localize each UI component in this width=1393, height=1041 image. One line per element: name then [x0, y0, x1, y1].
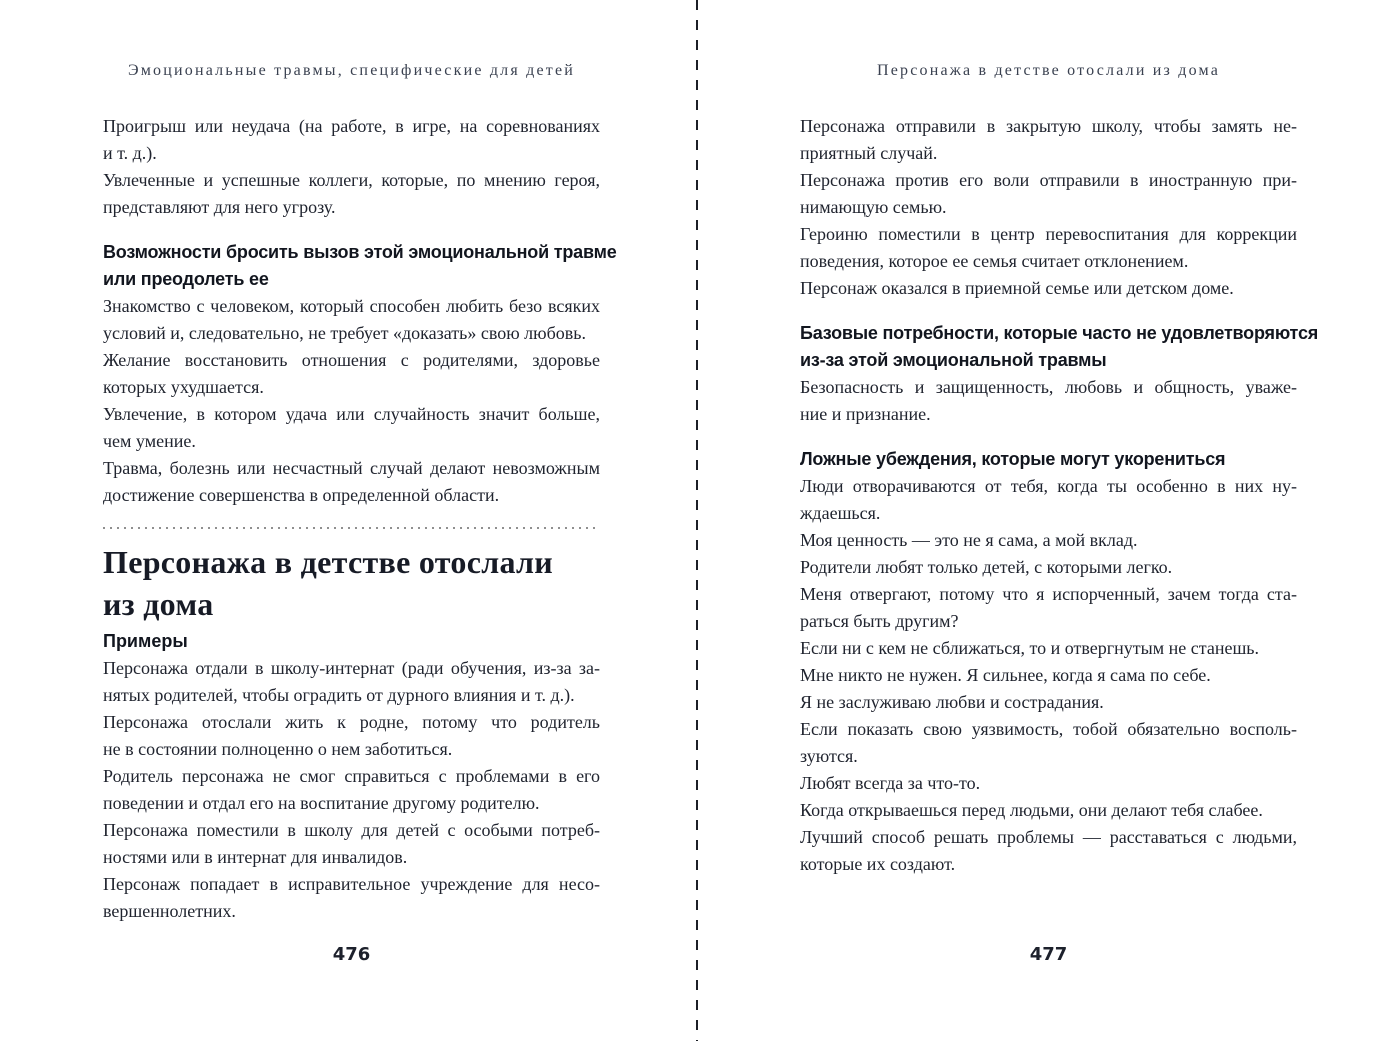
paragraph: [800, 221, 1297, 275]
paragraph: [800, 374, 1297, 428]
text-line: Персонажа против его воли отправили в иностранную при-: [800, 170, 1297, 190]
text-line: Желание восстановить отношения с родителями, здоровье: [103, 350, 600, 370]
paragraph: [800, 275, 1297, 302]
text-line: Увлечение, в котором удача или случайность значит больше,: [103, 404, 600, 424]
text-line: Персонаж попадает в исправительное учреждение для несо-: [103, 874, 600, 894]
paragraph: [800, 824, 1297, 878]
paragraph: [800, 473, 1297, 527]
page-left: [103, 0, 617, 1041]
text-line: Примеры: [103, 631, 188, 651]
text-line: ние и признание.: [800, 404, 931, 424]
paragraph: [103, 293, 600, 347]
text-line: Базовые потребности, которые часто не удовлетворяются: [800, 323, 1319, 343]
text-line: зуются.: [800, 746, 858, 766]
paragraph: [800, 554, 1297, 581]
text-line: ждаешься.: [800, 503, 881, 523]
text-line: Безопасность и защищенность, любовь и общность, уваже-: [800, 377, 1297, 397]
text-line: или преодолеть ее: [103, 269, 269, 289]
text-line: Когда открываешься перед людьми, они делают тебя слабее.: [800, 800, 1263, 820]
text-line: чем умение.: [103, 431, 196, 451]
paragraph: [800, 662, 1297, 689]
page-number-right: 477: [1029, 944, 1068, 965]
text-line: которых ухудшается.: [103, 377, 264, 397]
paragraph: [103, 817, 600, 871]
text-line: Персонажа отдали в школу-интернат (ради обучения, из-за за-: [103, 658, 600, 678]
text-line: Знакомство с человеком, который способен любить безо всяких: [103, 296, 600, 316]
page-body-left: [103, 113, 617, 925]
text-line: Любят всегда за что-то.: [800, 773, 981, 793]
section-heading: [103, 239, 617, 293]
paragraph: [800, 527, 1297, 554]
text-line: условий и, следовательно, не требует «доказать» свою любовь.: [103, 323, 586, 343]
paragraph: [800, 581, 1297, 635]
text-line: приятный случай.: [800, 143, 938, 163]
text-line: Персонаж оказался в приемной семье или детском доме.: [800, 278, 1234, 298]
text-line: Моя ценность — это не я сама, а мой вклад.: [800, 530, 1138, 550]
paragraph: [103, 709, 600, 763]
text-line: нимающую семью.: [800, 197, 947, 217]
section-heading: [800, 446, 1297, 473]
entry-title: [103, 541, 600, 625]
paragraph: [103, 655, 600, 709]
dotted-separator: [103, 527, 600, 529]
section-heading: [800, 320, 1319, 374]
running-head-right: Персонажа в детстве отослали из дома: [876, 62, 1221, 79]
text-line: Мне никто не нужен. Я сильнее, когда я сама по себе.: [800, 665, 1211, 685]
text-line: из дома: [103, 586, 214, 622]
paragraph: [103, 763, 600, 817]
text-line: и т. д.).: [103, 143, 157, 163]
page-number-left: 476: [332, 944, 371, 965]
text-line: Персонажа поместили в школу для детей с особыми потреб-: [103, 820, 600, 840]
text-line: поведения, которое ее семья считает отклонением.: [800, 251, 1189, 271]
page-right: [800, 0, 1319, 1041]
text-line: Родители любят только детей, с которыми легко.: [800, 557, 1173, 577]
text-line: Персонажа отослали жить к родне, потому что родитель: [103, 712, 600, 732]
paragraph: [800, 770, 1297, 797]
paragraph: [800, 635, 1297, 662]
text-line: Возможности бросить вызов этой эмоциональной травме: [103, 242, 617, 262]
text-line: Травма, болезнь или несчастный случай делают невозможным: [103, 458, 600, 478]
text-line: Меня отвергают, потому что я испорченный, зачем тогда ста-: [800, 584, 1297, 604]
text-line: ностями или в интернат для инвалидов.: [103, 847, 408, 867]
paragraph: [103, 167, 600, 221]
paragraph: [800, 797, 1297, 824]
paragraph: [800, 716, 1297, 770]
text-line: нятых родителей, чтобы оградить от дурного влияния и т. д.).: [103, 685, 575, 705]
paragraph: [103, 871, 600, 925]
running-head-left: Эмоциональные травмы, специфические для детей: [127, 62, 576, 79]
text-line: Проигрыш или неудача (на работе, в игре, на соревнованиях: [103, 116, 600, 136]
paragraph: [103, 347, 600, 401]
paragraph: [800, 689, 1297, 716]
text-line: поведении и отдал его на воспитание другому родителю.: [103, 793, 540, 813]
text-line: Лучший способ решать проблемы — расставаться с людьми,: [800, 827, 1297, 847]
text-line: не в состоянии полноценно о нем заботиться.: [103, 739, 453, 759]
page-gutter-divider: [696, 0, 698, 1041]
sub-heading: [103, 628, 600, 655]
text-line: Увлеченные и успешные коллеги, которые, по мнению героя,: [103, 170, 600, 190]
paragraph: [103, 401, 600, 455]
text-line: Я не заслуживаю любви и сострадания.: [800, 692, 1104, 712]
text-line: вершеннолетних.: [103, 901, 236, 921]
text-line: Героиню поместили в центр перевоспитания для коррекции: [800, 224, 1297, 244]
paragraph: [800, 167, 1297, 221]
text-line: представляют для него угрозу.: [103, 197, 336, 217]
text-line: из-за этой эмоциональной травмы: [800, 350, 1107, 370]
paragraph: [103, 113, 600, 167]
text-line: Персонажа в детстве отослали: [103, 544, 554, 580]
text-line: Люди отворачиваются от тебя, когда ты особенно в них ну-: [800, 476, 1297, 496]
text-line: Персонажа отправили в закрытую школу, чтобы замять не-: [800, 116, 1297, 136]
text-line: Ложные убеждения, которые могут укорениться: [800, 449, 1226, 469]
text-line: которые их создают.: [800, 854, 956, 874]
text-line: Родитель персонажа не смог справиться с проблемами в его: [103, 766, 600, 786]
paragraph: [800, 113, 1297, 167]
page-body-right: [800, 113, 1319, 878]
text-line: Если показать свою уязвимость, тобой обязательно восполь-: [800, 719, 1297, 739]
text-line: Если ни с кем не сближаться, то и отвергнутым не станешь.: [800, 638, 1260, 658]
paragraph: [103, 455, 600, 509]
text-line: раться быть другим?: [800, 611, 959, 631]
text-line: достижение совершенства в определенной области.: [103, 485, 500, 505]
